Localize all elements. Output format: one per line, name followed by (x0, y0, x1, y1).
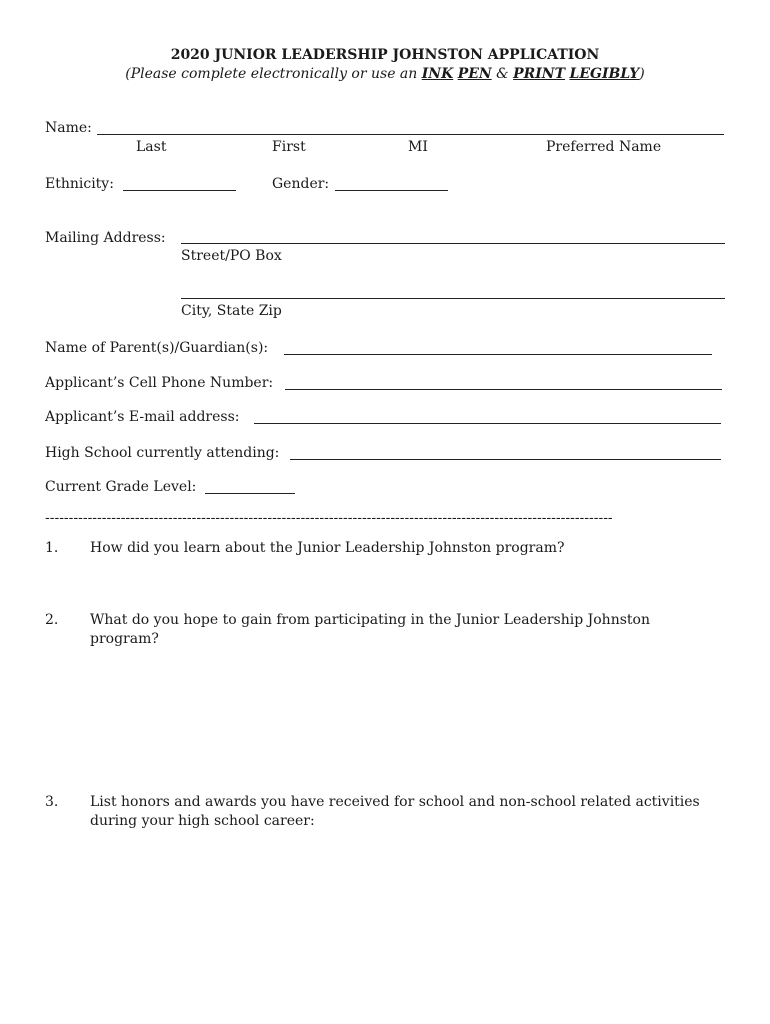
section-separator: ------------------------------------------------------------------------------------------------------------------------ (45, 510, 613, 526)
city-sub-label: City, State Zip (181, 303, 282, 319)
instructions-legibly: LEGIBLY (569, 66, 640, 82)
name-sub-last: Last (136, 139, 167, 155)
name-field-line[interactable] (97, 134, 724, 135)
mailing-address-label: Mailing Address: (45, 230, 166, 246)
school-label: High School currently attending: (45, 445, 280, 461)
question-1-number: 1. (45, 540, 59, 556)
ethnicity-label: Ethnicity: (45, 176, 114, 192)
ethnicity-field-line[interactable] (123, 190, 236, 191)
form-instructions (0, 65, 770, 83)
name-sub-first: First (272, 139, 306, 155)
email-label: Applicant’s E-mail address: (45, 409, 240, 425)
instructions-pre: (Please complete electronically or use an (125, 66, 422, 82)
cell-phone-field-line[interactable] (285, 389, 722, 390)
instructions-post: ) (639, 66, 645, 82)
instructions-pen: PEN (457, 66, 492, 82)
gender-label: Gender: (272, 176, 330, 192)
street-field-line[interactable] (181, 243, 725, 244)
parents-label: Name of Parent(s)/Guardian(s): (45, 340, 269, 356)
gender-field-line[interactable] (335, 190, 448, 191)
question-3-number: 3. (45, 794, 59, 810)
question-3-text: List honors and awards you have received for school and non-school related activities during your high school career: (90, 794, 700, 829)
name-sub-mi: MI (408, 139, 428, 155)
instructions-amp: & (491, 66, 514, 82)
email-field-line[interactable] (254, 423, 721, 424)
form-title: 2020 JUNIOR LEADERSHIP JOHNSTON APPLICATION (170, 47, 600, 63)
grade-label: Current Grade Level: (45, 479, 197, 495)
cell-phone-label: Applicant’s Cell Phone Number: (45, 375, 274, 391)
question-1-text: How did you learn about the Junior Leadership Johnston program? (90, 540, 565, 556)
grade-field-line[interactable] (205, 493, 295, 494)
question-2-number: 2. (45, 612, 59, 628)
instructions-ink: INK (421, 66, 454, 82)
instructions-print: PRINT (513, 66, 566, 82)
parents-field-line[interactable] (284, 354, 712, 355)
street-sub-label: Street/PO Box (181, 248, 282, 264)
school-field-line[interactable] (290, 459, 721, 460)
name-sub-preferred: Preferred Name (546, 139, 662, 155)
city-field-line[interactable] (181, 298, 725, 299)
question-2-text: What do you hope to gain from participating in the Junior Leadership Johnston program? (90, 612, 650, 647)
name-label: Name: (45, 120, 92, 136)
